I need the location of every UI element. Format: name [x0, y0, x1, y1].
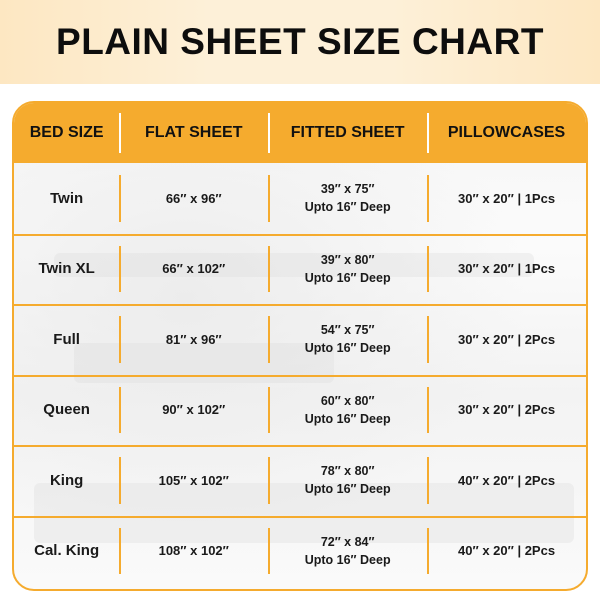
- title-band: [0, 0, 600, 84]
- bed-size-cell: Queen: [43, 401, 90, 419]
- table-row: [14, 163, 586, 234]
- fitted-depth: Upto 16″ Deep: [304, 411, 391, 426]
- pillowcases-cell: 30″ x 20″ | 2Pcs: [427, 375, 586, 446]
- table-body: [14, 163, 586, 586]
- flat-sheet-cell: 66″ x 96″: [119, 163, 268, 234]
- fitted-size: 39″ x 75″: [320, 182, 375, 197]
- header-fitted-sheet: FITTED SHEET: [268, 103, 427, 163]
- fitted-size: 78″ x 80″: [320, 464, 375, 479]
- page-title: PLAIN SHEET SIZE CHART: [56, 21, 544, 62]
- table-row: [14, 516, 586, 587]
- fitted-size: 39″ x 80″: [320, 252, 375, 267]
- fitted-depth: Upto 16″ Deep: [304, 270, 391, 285]
- fitted-size: 72″ x 84″: [320, 534, 375, 549]
- fitted-depth: Upto 16″ Deep: [304, 552, 391, 567]
- size-chart-table: [12, 101, 588, 591]
- table-header-row: [14, 103, 586, 163]
- fitted-sheet-cell: [268, 445, 427, 516]
- pillowcases-cell: 30″ x 20″ | 1Pcs: [427, 234, 586, 305]
- fitted-depth: Upto 16″ Deep: [304, 341, 391, 356]
- table-row: [14, 234, 586, 305]
- bed-size-cell: Full: [53, 330, 80, 348]
- flat-sheet-cell: 81″ x 96″: [119, 304, 268, 375]
- header-pillowcases: PILLOWCASES: [427, 103, 586, 163]
- fitted-sheet-cell: [268, 234, 427, 305]
- bed-size-cell: Twin XL: [38, 260, 95, 278]
- table-row: [14, 375, 586, 446]
- bed-size-cell: Twin: [50, 189, 84, 207]
- table-row: [14, 445, 586, 516]
- pillowcases-cell: 30″ x 20″ | 1Pcs: [427, 163, 586, 234]
- table-row: [14, 304, 586, 375]
- fitted-size: 60″ x 80″: [320, 393, 375, 408]
- flat-sheet-cell: 66″ x 102″: [119, 234, 268, 305]
- header-bed-size: BED SIZE: [29, 124, 104, 141]
- pillowcases-cell: 30″ x 20″ | 2Pcs: [427, 304, 586, 375]
- header-flat-sheet: FLAT SHEET: [119, 103, 268, 163]
- pillowcases-cell: 40″ x 20″ | 2Pcs: [427, 445, 586, 516]
- fitted-sheet-cell: [268, 163, 427, 234]
- fitted-sheet-cell: [268, 516, 427, 587]
- flat-sheet-cell: 105″ x 102″: [119, 445, 268, 516]
- bed-size-cell: Cal. King: [34, 542, 100, 560]
- pillowcases-cell: 40″ x 20″ | 2Pcs: [427, 516, 586, 587]
- fitted-size: 54″ x 75″: [320, 323, 375, 338]
- fitted-depth: Upto 16″ Deep: [304, 482, 391, 497]
- fitted-sheet-cell: [268, 304, 427, 375]
- flat-sheet-cell: 108″ x 102″: [119, 516, 268, 587]
- flat-sheet-cell: 90″ x 102″: [119, 375, 268, 446]
- fitted-depth: Upto 16″ Deep: [304, 200, 391, 215]
- fitted-sheet-cell: [268, 375, 427, 446]
- bed-size-cell: King: [49, 471, 84, 489]
